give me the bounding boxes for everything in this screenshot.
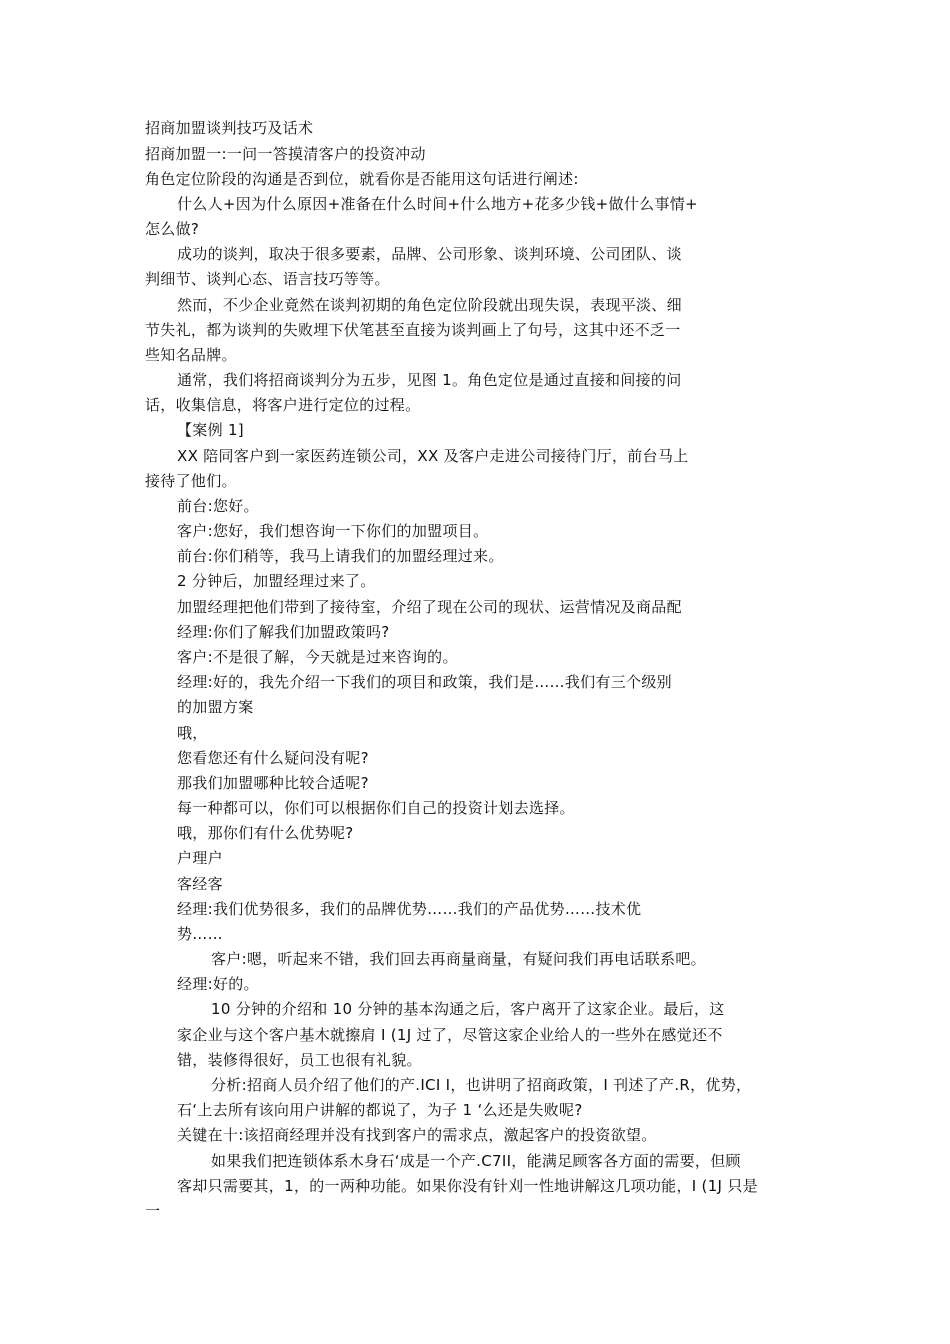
dialogue-line: 哦，那你们有什么优势呢? <box>177 824 354 842</box>
dialogue-line: 经理:你们了解我们加盟政策吗? <box>177 623 390 641</box>
dialogue-line: 加盟经理把他们带到了接待室，介绍了现在公司的现状、运营情况及商品配 <box>177 598 682 616</box>
dialogue-line: 前台:您好。 <box>177 497 259 515</box>
dialogue-line: 您看您还有什么疑问没有呢? <box>177 749 369 767</box>
paragraph-line: XX 陪同客户到一家医药连锁公司，XX 及客户走进公司接待门厅，前台马上 <box>177 447 689 465</box>
paragraph-line: 关键在十:该招商经理并没有找到客户的需求点，激起客户的投资欲望。 <box>177 1126 657 1144</box>
paragraph-line: 家企业与这个客户基木就擦肩 I (1J 过了，尽管这家企业给人的一些外在感觉还不 <box>177 1026 723 1044</box>
dialogue-line: 经理:好的。 <box>177 975 259 993</box>
dialogue-line: 经理:好的，我先介绍一下我们的项目和政策，我们是……我们有三个级别 <box>177 673 672 691</box>
dialogue-line: 客户:不是很了解，今天就是过来咨询的。 <box>177 648 458 666</box>
dialogue-line: 客户:您好，我们想咨询一下你们的加盟项目。 <box>177 522 489 540</box>
paragraph-line: 些知名品牌。 <box>145 346 237 364</box>
dialogue-line: 客户:嗯，听起来不错，我们回去再商量商量，有疑问我们再电话联系吧。 <box>211 950 706 968</box>
dialogue-line: 客经客 <box>177 875 223 893</box>
dialogue-line: 那我们加盟哪种比较合适呢? <box>177 774 369 792</box>
section-heading: 招商加盟一:一问一答摸清客户的投资冲动 <box>145 145 426 163</box>
dialogue-line: 经理:我们优势很多，我们的品牌优势……我们的产品优势……技术优 <box>177 900 642 918</box>
paragraph-line: 成功的谈判，取决于很多要素，品牌、公司形象、谈判环境、公司团队、谈 <box>177 245 682 263</box>
dialogue-line: 前台:你们稍等，我马上请我们的加盟经理过来。 <box>177 547 504 565</box>
dialogue-line: 户理户 <box>177 849 223 867</box>
paragraph-line: 错，装修得很好，员工也很有礼貌。 <box>177 1051 422 1069</box>
paragraph-line: 通常，我们将招商谈判分为五步，见图 1。角色定位是通过直接和间接的问 <box>177 371 682 389</box>
paragraph-line: 判细节、谈判心态、语言技巧等等。 <box>145 270 390 288</box>
paragraph-line: 然而，不少企业竟然在谈判初期的角色定位阶段就出现失误，表现平淡、细 <box>177 296 682 314</box>
paragraph-line: 分析:招商人员介绍了他们的产.ICI I，也讲明了招商政策，I 刊述了产.R，优势， <box>211 1076 752 1094</box>
paragraph-line: 角色定位阶段的沟通是否到位，就看你是否能用这句话进行阐述: <box>145 170 579 188</box>
paragraph-line: 节失礼，都为谈判的失败埋下伏笔甚至直接为谈判画上了句号，这其中还不乏一 <box>145 321 681 339</box>
paragraph-line: 石‘上去所有该向用户讲解的都说了，为子 1 ‘么还是失败呢? <box>177 1101 583 1119</box>
dialogue-line: 每一种都可以，你们可以根据你们自己的投资计划去选择。 <box>177 799 575 817</box>
paragraph-line: 怎么做? <box>145 220 200 238</box>
paragraph-line: 一 <box>145 1202 161 1220</box>
paragraph-line: 如果我们把连锁体系木身石‘成是一个产.C7II，能满足顾客各方面的需要，但顾 <box>211 1152 741 1170</box>
paragraph-line: 话，收集信息，将客户进行定位的过程。 <box>145 396 421 414</box>
paragraph-line: 10 分钟的介绍和 10 分钟的基本沟通之后，客户离开了这家企业。最后，这 <box>211 1000 725 1018</box>
paragraph-line: 客却只需要其，1，的一两种功能。如果你没有针刈一性地讲解这几项功能，I (1J 只是 <box>177 1177 758 1195</box>
dialogue-line: 哦， <box>177 724 208 742</box>
dialogue-line: 2 分钟后，加盟经理过来了。 <box>177 572 376 590</box>
dialogue-line: 势…… <box>177 925 223 943</box>
paragraph-line: 什么人+因为什么原因+准备在什么时间+什么地方+花多少钱+做什么事情+ <box>177 195 698 213</box>
document-title: 招商加盟谈判技巧及话术 <box>145 119 314 137</box>
case-heading: 【案例 1] <box>177 421 244 439</box>
dialogue-line: 的加盟方案 <box>177 698 254 716</box>
paragraph-line: 接待了他们。 <box>145 472 237 490</box>
